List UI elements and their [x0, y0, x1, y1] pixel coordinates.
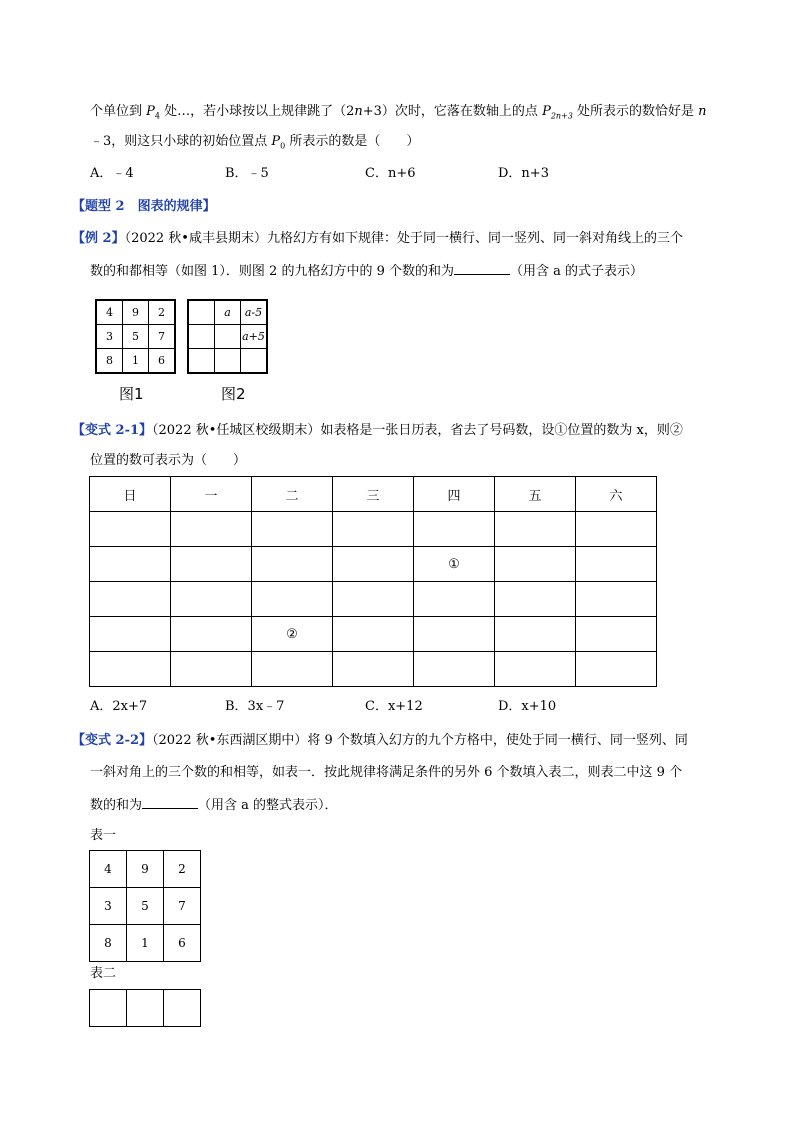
answer-blank[interactable] [142, 796, 198, 809]
point-p: P [271, 134, 281, 149]
point-p-sub: 4 [154, 111, 160, 121]
calendar-cell [576, 652, 657, 687]
calendar-cell [576, 512, 657, 547]
calendar-cell [333, 582, 414, 617]
choice-d[interactable]: D．x+10 [498, 699, 557, 714]
cell: 9 [127, 851, 164, 888]
intro-text: 处…，若小球按以上规律跳了（2 [159, 104, 355, 119]
calendar-cell [495, 582, 576, 617]
cell [164, 990, 201, 1027]
answer-blank[interactable] [454, 262, 510, 275]
cell [215, 325, 241, 349]
cell: 8 [90, 925, 127, 962]
var-n: n [354, 104, 363, 119]
calendar-header: 三 [333, 477, 414, 512]
ex2-line-2 [90, 262, 643, 281]
calendar-header: 日 [90, 477, 171, 512]
calendar-table [89, 476, 657, 687]
magic-square-fig2 [187, 299, 268, 374]
cell: 9 [123, 300, 149, 325]
cell [241, 349, 268, 374]
calendar-cell [333, 652, 414, 687]
calendar-row [90, 617, 657, 652]
choice-d[interactable]: D．n+3 [498, 166, 549, 181]
cell: a [215, 300, 241, 325]
table1-label: 表一 [90, 828, 117, 843]
calendar-cell [333, 617, 414, 652]
magic-square-table2 [89, 989, 201, 1027]
magic-square-fig1 [95, 299, 176, 374]
cell: 1 [127, 925, 164, 962]
calendar-cell [252, 512, 333, 547]
calendar-cell [90, 582, 171, 617]
cell: 6 [149, 349, 176, 374]
intro-text: +3）次时，它落在数轴上的点 [362, 104, 543, 119]
calendar-cell [414, 512, 495, 547]
choice-a[interactable]: A．2x+7 [90, 699, 148, 714]
v22-label: 【变式 2-2】 [72, 733, 153, 748]
cell: 3 [96, 325, 123, 349]
calendar-header: 五 [495, 477, 576, 512]
point-p-sub: 0 [280, 141, 286, 151]
v22-line-3 [90, 796, 338, 815]
choice-b[interactable]: B．﹣5 [225, 166, 269, 181]
calendar-mark-1: ① [414, 547, 495, 582]
cell [215, 349, 241, 374]
calendar-cell [90, 512, 171, 547]
calendar-header: 一 [171, 477, 252, 512]
calendar-cell [333, 512, 414, 547]
calendar-cell [171, 617, 252, 652]
cell [188, 325, 215, 349]
calendar-cell [414, 582, 495, 617]
v21-text: （2022 秋•任城区校级期末）如表格是一张日历表，省去了号码数，设①位置的数为 x，则② [152, 423, 683, 438]
intro-text: ﹣3，则这只小球的初始位置点 [90, 134, 272, 149]
cell: 4 [90, 851, 127, 888]
ex2-line-1 [72, 230, 683, 248]
cell: 2 [149, 300, 176, 325]
ex2-label: 【例 2】 [72, 231, 125, 246]
v22-text: （2022 秋•东西湖区期中）将 9 个数填入幻方的九个方格中，使处于同一横行、同一竖列、同 [152, 733, 688, 748]
v22-text: 数的和为 [90, 798, 143, 813]
cell [188, 349, 215, 374]
cell: a+5 [241, 325, 268, 349]
v21-line-2: 位置的数可表示为（ ） [90, 453, 247, 468]
cell: 7 [164, 888, 201, 925]
choice-a[interactable]: A．﹣4 [90, 166, 134, 181]
calendar-cell [252, 547, 333, 582]
intro-text: 所表示的数是（ ） [285, 134, 420, 149]
calendar-cell [333, 547, 414, 582]
v21-line-1 [72, 422, 683, 440]
calendar-row [90, 582, 657, 617]
cell: 2 [164, 851, 201, 888]
choice-c[interactable]: C．x+12 [365, 699, 423, 714]
cell [127, 990, 164, 1027]
intro-text: 处所表示的数恰好是 [572, 104, 699, 119]
v22-line-2: 一斜对角上的三个数的和相等，如表一．按此规律将满足条件的另外 6 个数填入表二，则表二中这 9 个 [90, 765, 683, 780]
magic-square-table1 [89, 850, 201, 962]
ex2-text: （用含 a 的式子表示） [509, 264, 643, 279]
v22-text: （用含 a 的整式表示）． [198, 798, 338, 813]
calendar-cell [171, 582, 252, 617]
table2-label: 表二 [90, 966, 117, 981]
calendar-cell [252, 652, 333, 687]
calendar-cell [252, 582, 333, 617]
cell: 4 [96, 300, 123, 325]
calendar-mark-2: ② [252, 617, 333, 652]
intro-line-1 [90, 103, 707, 126]
cell: a-5 [241, 300, 268, 325]
calendar-cell [495, 652, 576, 687]
calendar-cell [576, 617, 657, 652]
calendar-cell [171, 547, 252, 582]
cell: 3 [90, 888, 127, 925]
fig2-label: 图2 [221, 385, 246, 403]
point-p-sub: 2n+3 [550, 111, 573, 121]
calendar-row [90, 512, 657, 547]
calendar-cell [495, 617, 576, 652]
cell: 5 [123, 325, 149, 349]
calendar-cell [414, 652, 495, 687]
calendar-header: 六 [576, 477, 657, 512]
section-title: 【题型 2 图表的规律】 [72, 199, 216, 214]
point-p: P [542, 104, 551, 119]
cell: 7 [149, 325, 176, 349]
cell [188, 300, 215, 325]
calendar-header-row [90, 477, 657, 512]
calendar-cell [90, 547, 171, 582]
ex2-text: 数的和都相等（如图 1）．则图 2 的九格幻方中的 9 个数的和为 [90, 264, 454, 279]
point-p: P [146, 104, 155, 119]
calendar-header: 四 [414, 477, 495, 512]
calendar-cell [495, 547, 576, 582]
calendar-cell [576, 547, 657, 582]
calendar-cell [576, 582, 657, 617]
cell: 8 [96, 349, 123, 374]
calendar-cell [171, 652, 252, 687]
intro-line-2 [90, 133, 419, 156]
calendar-row [90, 652, 657, 687]
ex2-text: （2022 秋•咸丰县期末）九格幻方有如下规律：处于同一横行、同一竖列、同一斜对角线上的三个 [124, 231, 683, 246]
cell: 6 [164, 925, 201, 962]
var-n: n [698, 104, 707, 119]
v21-label: 【变式 2-1】 [72, 423, 153, 438]
cell: 1 [123, 349, 149, 374]
calendar-header: 二 [252, 477, 333, 512]
calendar-cell [414, 617, 495, 652]
choice-b[interactable]: B．3x﹣7 [225, 699, 285, 714]
choice-c[interactable]: C．n+6 [365, 166, 416, 181]
calendar-cell [90, 617, 171, 652]
v22-line-1 [72, 732, 688, 750]
cell: 5 [127, 888, 164, 925]
calendar-cell [171, 512, 252, 547]
intro-text: 个单位到 [90, 104, 147, 119]
cell [90, 990, 127, 1027]
calendar-cell [90, 652, 171, 687]
fig1-label: 图1 [119, 385, 144, 403]
calendar-row [90, 547, 657, 582]
calendar-cell [495, 512, 576, 547]
